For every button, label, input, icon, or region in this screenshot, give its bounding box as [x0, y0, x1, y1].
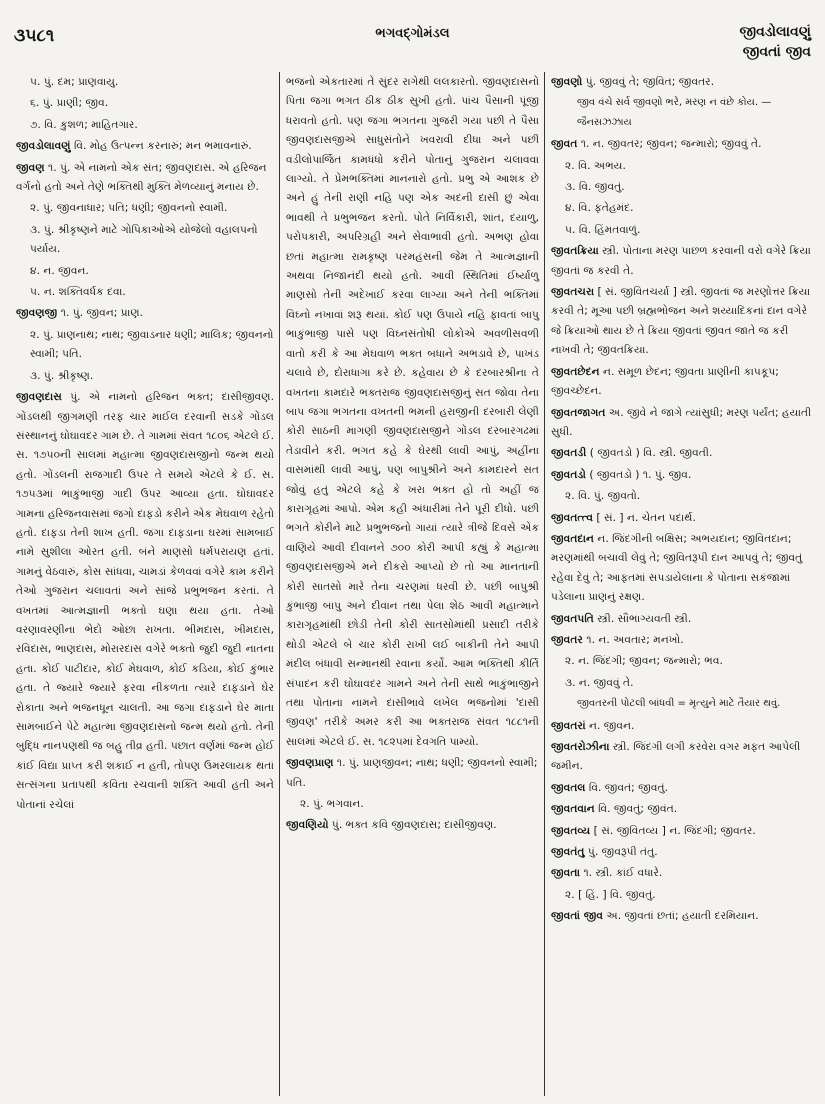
entry-text: ૧. પું. એ નામનો એક સંત; જીવણદાસ. એ હરિજન વર્ગનો હતો અને તેણે ભક્તિથી મુક્તિ મેળવ્યાનું મનાય છે.: [16, 160, 267, 194]
entry-text: ૬. પું. પ્રાણી; જીવ.: [30, 96, 109, 110]
entry-text: ૧. સ્ત્રી. કાંઈ વધારે.: [580, 866, 663, 880]
dictionary-entry: [551, 177, 813, 196]
dictionary-entry: [551, 673, 813, 692]
entry-text: અ. જીવતાં છતાં; હયાતી દરમિયાન.: [603, 909, 759, 923]
dictionary-entry: [551, 778, 813, 797]
entry-text: ૪. વિ. ફતેહમંદ.: [565, 201, 634, 215]
entry-headword: જીવતા: [551, 866, 581, 880]
dictionary-entry: [16, 93, 274, 112]
dictionary-entry: [551, 694, 813, 713]
entry-text: વિ. જીવતું; જીવંત.: [594, 802, 678, 816]
page-title: ભગવદ્ગોમંડલ: [375, 26, 450, 41]
entry-headword: જીવતછેદન: [551, 364, 600, 378]
entry-text: ૨. વિ. પું. જીવતો.: [565, 489, 641, 503]
dictionary-entry: [16, 282, 274, 301]
page-header: [14, 20, 811, 60]
column-divider: [544, 72, 545, 1096]
dictionary-entry: [551, 282, 813, 360]
column-2: [286, 72, 539, 837]
entry-text: ૩. પું. શ્રીકૃષ્ણને માટે ગોપિકાઓએ યોજેલો વહાલપનો પર્યાય.: [30, 222, 258, 256]
entry-text: ન. જિંદગીની બક્ષિસ; અભયદાન; જીવિતદાન; મરણમાંથી બચાવી લેવું તે; જીવિતરૂપી દાન આપવું તે; જીવતું રહેવા દેવું તે; આફતમાં સપડાયેલાના કે પોતાના સકંજામાં પડેલાના પ્રાણનું રક્ષણ.: [551, 531, 803, 604]
dictionary-entry: [286, 794, 539, 813]
entry-headword: જીવણ: [16, 160, 45, 174]
dictionary-entry: [551, 529, 813, 607]
entry-text: ૩. ન. જીવવું તે.: [565, 675, 634, 689]
entry-headword: જીવણપ્રાણ: [286, 756, 334, 770]
entry-text: ન. સમૂળ છેદન; જીવતા પ્રાણીની કાપકૂપ; જીવચ્છેદન.: [551, 364, 779, 398]
dictionary-entry: [551, 716, 813, 735]
dictionary-entry: [551, 241, 813, 280]
page-number: ૩૫૮૧: [14, 26, 55, 46]
guide-word-first: જીવડોલાવણું: [739, 24, 811, 40]
entry-headword: જીવત: [551, 137, 578, 151]
dictionary-entry: [551, 906, 813, 925]
entry-headword: જીવણદાસ: [16, 390, 62, 404]
dictionary-entry: [551, 609, 813, 628]
dictionary-entry: [16, 303, 274, 322]
entry-text: પું. જીવરૂપી તંતુ.: [584, 845, 658, 859]
entry-text: ૩. વિ. જીવતું.: [565, 180, 625, 194]
entry-text: પું. ભક્ત કવિ જીવણદાસ; દાસીજીવણ.: [328, 818, 497, 832]
dictionary-entry: [551, 72, 813, 91]
entry-text: [ સં. જીવિતચર્યા ] સ્ત્રી. જીવતાં જ મરણોત્તર ક્રિયા કરવી તે; મૂઆ પછી બ્રહ્મભોજન અને શય્યાદિકનાં દાન વગેરે જે ક્રિયાઓ થાય છે તે ક્રિયા જીવતાં જીવત જાતે જ કરી નાખવી તે; જીવતક્રિયા.: [551, 285, 811, 357]
entry-text: ૨. પું. પ્રાણનાથ; નાથ; જીવાડનાર ધણી; માલિક; જીવનનો સ્વામી; પતિ.: [30, 327, 274, 361]
entry-text: ( જીવતડો ) ૧. પું. જીવ.: [585, 467, 692, 481]
dictionary-entry: [16, 261, 274, 280]
entry-headword: જીવતલ: [551, 780, 586, 794]
entry-text: અ. જીવે ને જાગે ત્યાંસુધી; મરણ પર્યંત; હયાતી સુધી.: [551, 405, 812, 438]
entry-headword: જીવતજાગત: [551, 405, 606, 419]
entry-text: ૨. ન. જિંદગી; જીવન; જન્મારો; ભવ.: [565, 654, 723, 668]
entry-headword: જીવણિયો: [286, 818, 329, 832]
entry-text: વિ. જીવતં; જીવતું.: [585, 780, 669, 794]
dictionary-entry: [551, 362, 813, 401]
entry-text: પું. એ નામનો હરિજન ભક્ત; દાસીજીવણ. ગોંડલથી જીગમણી તરફ ચાર માઈલ દરવાની સડકે ગોંડલ સંસ્થાનનું ઘોઘાવદર ગામ છે. તે ગામમાં સંવત ૧૮૦૬ એટલે ઈ. સ. ૧૭૫૦ની સાલમાં મહાત્મા જીવણદાસજીનો જન્મ થયો હતો. ગોંડલની રાજગાદી ઉપર તે સમયે એટલે કે ઈ. સ. ૧૭૫૩માં ભાકુંભાજી ગાદી ઉપર આવ્યા હતા. ઘોઘાવદર ગામના હરિજનવાસમાં જગો દાફડો કરીને એક મેઘવાળ રહેતો હતો. દાફડા તેની શાખ હતી. જગા દાફડાના ઘરમાં સામબાઈ નામે સુશીલા ઓરત હતી. બંને માણસો ધર્મપરાયણ હતાં. ગામનું વેઠવારું, કોસ સાંધવા, ચામડાં કેળવવાં વગેરે કામ કરીને તેઓ ગુજરાન ચલાવતાં અને સાંજે પ્રભુભજન કરતાં. તે વખતમાં આત્મજ્ઞાની ભક્તો ઘણા થયા હતા. તેઓ વરણાવરણીના ભેદો ઓછા રાખતા. ભીમદાસ, ખીમદાસ, રવિદાસ, ભાણદાસ, મોરારદાસ વગેરે ભક્તો જુદી જુદી નાતના હતા. કોઈ પાટીદાર, કોઈ મેઘવાળ, કોઈ કડિયા, કોઈ કુંભાર હતા. તે જ્યારે જ્યારે ફરવા નીકળતા ત્યારે દાફડાને ઘેર રોકાતા અને ભજનધૂન ચાલતી. આ જગા દાફડાને ઘેર માતા સામબાઈને પેટે મહાત્મા જીવણદાસનો જન્મ થયો હતો. તેની બુદ્ધિ નાનપણથી જ બહુ તીવ્ર હતી. પછાત વર્ણમાં જન્મ હોઈ કાંઈ વિદ્યા પ્રાપ્ત કરી શકાઈ ન હતી, તોપણ ઉમરલાયક થતાં સત્સંગના પ્રતાપથી કવિતા રચવાની શક્તિ આવી હતી અને પોતાનાં રચેલાં: [16, 390, 274, 811]
dictionary-entry: [551, 630, 813, 649]
dictionary-entry: [551, 651, 813, 670]
entry-headword: જીવતાં જીવ: [551, 909, 604, 923]
entry-headword: જીવડોલાવણું: [16, 139, 71, 153]
dictionary-entry: [551, 198, 813, 217]
column-3: [551, 72, 813, 928]
dictionary-entry: [16, 387, 274, 814]
entry-text: ૧. ન. અવતાર; મનખો.: [582, 632, 684, 646]
dictionary-entry: [16, 72, 274, 91]
entry-headword: જીવતંતુ: [551, 845, 585, 859]
column-1: [16, 72, 274, 816]
entry-headword: જીવતવાન: [551, 802, 595, 816]
entry-text: સ્ત્રી. સૌભાગ્યવતી સ્ત્રી.: [593, 611, 692, 625]
entry-text: ૫. વિ. હિંમતવાળું.: [565, 222, 641, 236]
entry-headword: જીવતક્રિયા: [551, 244, 599, 258]
entry-text: ૭. વિ. કુશળ; માહિતગાર.: [30, 117, 138, 131]
dictionary-entry: [16, 220, 274, 259]
dictionary-entry: [551, 443, 813, 462]
entry-text: ૧. પું. પ્રાણજીવન; નાથ; ધણી; જીવનનો સ્વામી; પતિ.: [286, 756, 538, 789]
entry-text: ૧. ન. જીવતર; જીવન; જન્મારો; જીવવું તે.: [577, 137, 762, 151]
entry-headword: જીવણજી: [16, 306, 58, 320]
entry-text: ૫. ન. શક્તિવર્ધક દવા.: [30, 285, 126, 299]
dictionary-entry: [551, 156, 813, 175]
entry-headword: જીવતપતિ: [551, 611, 594, 625]
guide-word-last: જીવતાં જીવ: [742, 44, 811, 60]
entry-headword: જીવતવ્ય: [551, 823, 591, 837]
entry-text: [ સં. જીવિતવ્ય ] ન. જિંદગી; જીવતર.: [590, 823, 756, 837]
entry-headword: જીવતત્ત્વ: [551, 510, 594, 524]
entry-headword: જીવતરોઝીના: [551, 740, 610, 753]
entry-text: ૫. પું. દમ; પ્રાણવાયુ.: [30, 75, 119, 88]
entry-text: [ સં. ] ન. ચેતન પદાર્થ.: [593, 510, 696, 524]
entry-headword: જીવતદાન: [551, 531, 594, 545]
entry-text: પું. જીવવું તે; જીવિત; જીવતર.: [582, 75, 715, 88]
dictionary-entry: [551, 799, 813, 818]
entry-text: ભજનો એકતારમાં તે સુંદર રાગેથી લલકારતો. જીવણદાસનો પિતા જગા ભગત ઠીક ઠીક સુખી હતો. પાંચ પૈસાની પૂંજી ધરાવતો હતો. પણ જગા ભગતના ગુજરી ગયા પછી તે પૈસા જીવણદાસજીએ સાધુસંતોને ખવરાવી દીધા અને પછી વડીલોપાર્જિત કામધંધો કરીને પોતાનું ગુજરાન ચલાવવા લાગ્યો. તે પ્રેમભક્તિમાં માનનારો હતો. પ્રભુ એ આશક છે અને હું તેની રાણી નહિ પણ એક અદની દાસી છું એવા ભાવથી તે પ્રભુભજન કરતો. પોતે નિર્વિકારી, શાંત, દયાળુ, પરોપકારી, અપરિગ્રહી અને સેવાભાવી હતો. અભણ હોવા છતાં મહાત્મા રામકૃષ્ણ પરમહંસની જેમ તે આત્મજ્ઞાની અથવા નિજાનંદી થયો હતો. આવી સ્થિતિમાં ઈર્ષ્યાળુ માણસો તેની અદેખાઈ કરવા લાગ્યા અને તેની ભક્તિમાં વિઘ્નો નખાવાં શરૂ થયાં. કોઈ પણ ઉપાયે નહિ ફાવતાં બાપુ ભાકુંભાજી પાસે પણ વિઘ્નસંતોષી લોકોએ અવળીસવળી વાતો કરી કે આ મેઘવાળ ભક્ત બધાને અભડાવે છે, પાખંડ ચલાવે છે, દોરાધાગા કરે છે. કહેવાય છે કે દરબારશ્રીના તે વખતના કામદારે ભક્તરાજ જીવણદાસજીનું સત જોવા તેના બાપ જગા ભગતના વખતની ભમની હરાજીની દરબારી લેણી કોરી સાઠની માગણી જીવણદાસજીને ગોંડલ દરબારગઢમાં તેડાવીને કરી. ભગત કહે કે ઘેરથી લાવી આપું, અહીંના વાસમાંથી લાવી આપું, પણ બાપુશ્રીને અને કામદારને સત જોવું હતું એટલે કહે કે ખરા ભક્ત હો તો અહીં જ કારાગૃહમાં આપો. એમ કહી અંધારીમાં તેને પૂરી દીધો. પછી ભગતે કોરીને માટે પ્રભુભજનો ગાયાં ત્યારે ત્રીજે દિવસે એક વાણિયે આવી દીવાનને ૭૦૦ કોરી આપી કહ્યું કે મહાત્મા જીવણદાસજીએ મને દીકરો આપ્યો છે તો આ માનતાની કોરી સાતસો મારે તેના ચરણમાં ધરવી છે. પછી બાપુશ્રી કુંભાજી બાપુ અને દીવાન તથા પેલા શેઠ આવી મહાત્માને કારાગૃહમાંથી છોડી તેની કોરી સાતસોમાંથી પ્રસાદી તરીકે થોડી એટલે બે ચાર કોરી રાખી લઈ બાકીની તેને આપી મંદીલ બંધાવી સન્માનથી રવાના કર્યો. આમ ભક્તિથી કીર્તિ સંપાદન કરી ઘોઘાવદર ગામને અને તેની સાથે ભાકુંભાજીને તથા પોતાના નામને દાસીભાવે લખેલ ભજનોમાં 'દાસી જીવણ' તરીકે અમર કરી આ ભક્તરાજ સંવત ૧૮૮૧ની સાલમાં એટલે ઈ. સ. ૧૮૨૫માં દેવગતિ પામ્યો.: [286, 75, 539, 748]
column-divider: [279, 72, 280, 1096]
entry-text: ૨. [ હિં. ] વિ. જીવતું.: [565, 887, 656, 901]
entry-text: સ્ત્રી. જિંદગી લગી કરવેરા વગર મફત આપેલી જમીન.: [551, 740, 801, 773]
entry-text: વિ. મોહ ઉત્પન્ન કરનારું; મન ભમાવનારું.: [70, 139, 252, 153]
entry-headword: જીવતચરા: [551, 285, 595, 299]
entry-headword: જીવતરાં: [551, 718, 586, 732]
dictionary-entry: [551, 220, 813, 239]
entry-text: ૨. વિ. અભય.: [565, 158, 626, 172]
dictionary-entry: [551, 508, 813, 527]
dictionary-entry: [551, 885, 813, 904]
entry-text: જીવ વંચે સર્વ જીવણો ભરે, મરણ ન વંછે કોય. — જૈનસઝઝાય: [577, 97, 772, 128]
dictionary-entry: [16, 115, 274, 134]
dictionary-entry: [551, 821, 813, 840]
dictionary-entry: [551, 863, 813, 882]
entry-headword: જીવણો: [551, 75, 583, 88]
entry-headword: જીવતર: [551, 632, 583, 646]
entry-headword: જીવતડી: [551, 446, 587, 460]
entry-text: ન. જીવન.: [585, 718, 635, 732]
dictionary-entry: [551, 465, 813, 484]
entry-text: સ્ત્રી. પોતાના મરણ પાછળ કરવાની વરો વગેરે ક્રિયા જીવતાં જ કરવી તે.: [551, 244, 811, 277]
entry-text: ૩. પું. શ્રીકૃષ્ણ.: [30, 368, 94, 382]
dictionary-entry: [16, 158, 274, 197]
dictionary-entry: [16, 198, 274, 217]
entry-text: ૨. પું. ભગવાન.: [300, 797, 364, 811]
entry-text: ૨. પું. જીવનાધાર; પતિ; ધણી; જીવનનો સ્વામી.: [30, 201, 228, 215]
dictionary-entry: [16, 136, 274, 155]
entry-text: ૧. પું. જીવન; પ્રાણ.: [57, 306, 144, 320]
guide-words: [740, 22, 811, 62]
entry-text: ( જીવતડો ) વિ. સ્ત્રી. જીવતી.: [586, 446, 713, 460]
dictionary-entry: [551, 737, 813, 776]
dictionary-entry: [286, 72, 539, 751]
dictionary-entry: [286, 815, 539, 834]
entry-headword: જીવતડો: [551, 467, 586, 481]
dictionary-entry: [16, 366, 274, 385]
dictionary-entry: [551, 403, 813, 442]
dictionary-entry: [286, 753, 539, 792]
entry-text: ૪. ન. જીવન.: [30, 263, 89, 277]
dictionary-entry: [551, 134, 813, 153]
dictionary-entry: [551, 486, 813, 505]
entry-text: જીવતરની પોટલી બાંધવી = મૃત્યુને માટે તૈયાર થવું.: [577, 698, 781, 710]
dictionary-entry: [551, 842, 813, 861]
dictionary-entry: [551, 93, 813, 132]
dictionary-entry: [16, 325, 274, 364]
